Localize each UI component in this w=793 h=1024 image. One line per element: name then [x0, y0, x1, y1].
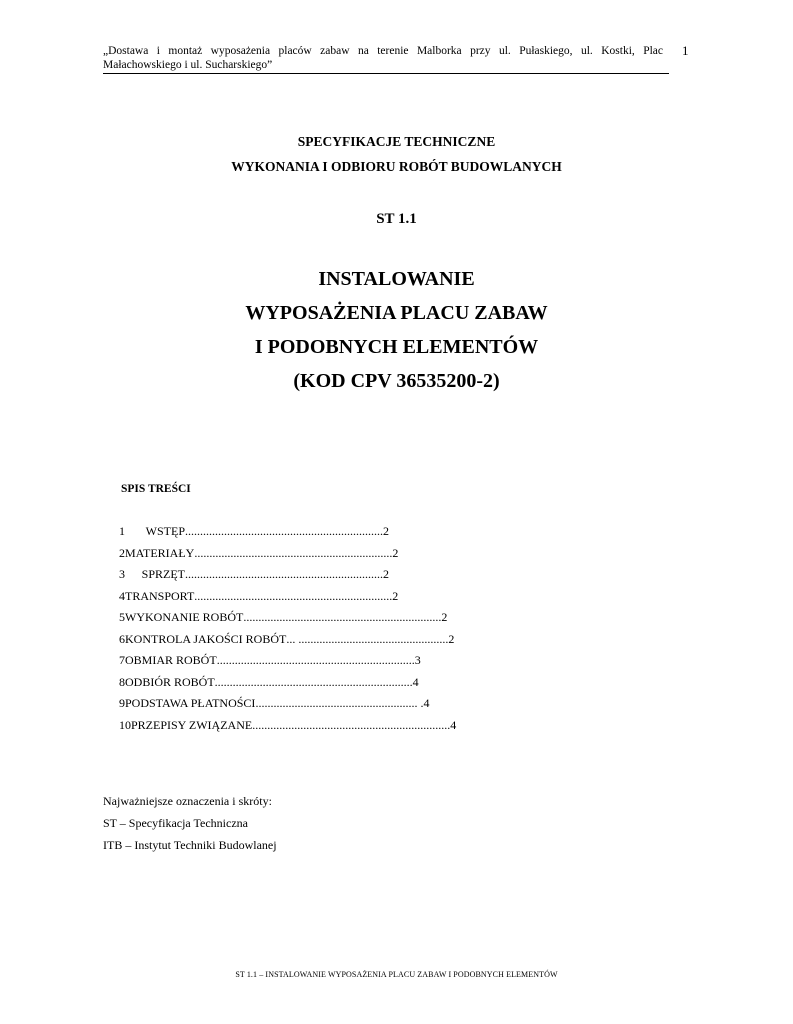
toc-item-page: 2 [441, 610, 448, 625]
toc-item-label: ODBIÓR ROBÓT [125, 674, 215, 689]
toc-item-leader: .................................................................. [194, 588, 393, 603]
header-divider [103, 73, 669, 74]
toc-item-leader: .................................................................. [252, 717, 451, 732]
toc-item-label: TRANSPORT [125, 588, 195, 603]
document-title [0, 262, 793, 398]
toc-item[interactable] [119, 607, 448, 629]
toc-heading: SPIS TREŚCI [121, 483, 191, 495]
toc-item-number: 7 [119, 653, 125, 668]
toc-item[interactable] [119, 650, 421, 672]
title-line3: I PODOBNYCH ELEMENTÓW [254, 336, 539, 358]
toc-item-page: 2 [383, 567, 389, 582]
toc-item-page: 2 [392, 545, 399, 560]
toc-item-leader: .................................................................. [185, 567, 383, 582]
toc-item-number: 9 [119, 696, 125, 711]
toc-item-number: 8 [119, 674, 125, 689]
toc-item-label: WSTĘP [145, 524, 185, 539]
spec-code: ST 1.1 [376, 211, 417, 227]
toc-item-leader: .................................................................. [243, 610, 442, 625]
toc-item[interactable] [119, 543, 399, 565]
page-number: 1 [682, 43, 689, 58]
toc-item-leader: .................................................................. [214, 674, 413, 689]
toc-item[interactable] [119, 564, 389, 586]
toc-item[interactable] [119, 586, 399, 608]
toc-item[interactable] [119, 715, 457, 737]
toc-item-number: 1 [119, 524, 125, 539]
toc-item-label: KONTROLA JAKOŚCI ROBÓT [125, 631, 287, 646]
toc-item[interactable] [119, 693, 430, 715]
toc-item[interactable] [119, 672, 419, 694]
toc-item-page: 2 [392, 588, 399, 603]
title-line1: INSTALOWANIE [318, 268, 475, 290]
toc-item-page: 3 [414, 653, 421, 668]
document-footer: ST 1.1 – INSTALOWANIE WYPOSAŻENIA PLACU ZABAW I PODOBNYCH ELEMENTÓW [235, 970, 558, 979]
spec-title-line1: SPECYFIKACJE TECHNICZNE [297, 134, 496, 149]
toc-item-number: 6 [119, 631, 125, 646]
toc-item-page: 2 [383, 524, 389, 539]
title-line4: (KOD CPV 36535200-2) [293, 370, 500, 392]
toc-item-number: 2 [119, 545, 125, 560]
toc-item-number: 5 [119, 610, 125, 625]
abbreviation-item: ST – Specyfikacja Techniczna [103, 816, 248, 830]
table-of-contents [119, 521, 457, 736]
toc-item-page: 4 [423, 696, 430, 711]
toc-item[interactable] [119, 629, 455, 651]
toc-item-label: PRZEPISY ZWIĄZANE [131, 717, 253, 732]
toc-item-label: SPRZĘT [141, 567, 185, 582]
toc-item-leader: .................................................................. [194, 545, 393, 560]
abbreviation-item: ITB – Instytut Techniki Budowlanej [103, 838, 277, 852]
abbreviations-heading: Najważniejsze oznaczenia i skróty: [103, 794, 272, 808]
toc-item-number: 10 [119, 717, 131, 732]
toc-item-page: 4 [450, 717, 457, 732]
toc-item-leader: .................................................................. [216, 653, 415, 668]
toc-item-label: WYKONANIE ROBÓT [125, 610, 244, 625]
toc-item-label: PODSTAWA PŁATNOŚCI [125, 696, 256, 711]
toc-item-leader: ... .................................................. [286, 631, 449, 646]
toc-item-number: 3 [119, 567, 125, 582]
toc-item-leader: ...................................................... . [255, 696, 424, 711]
title-line2: WYPOSAŻENIA PLACU ZABAW [245, 302, 548, 324]
toc-item-page: 2 [448, 631, 455, 646]
toc-item-label: MATERIAŁY [125, 545, 195, 560]
spec-title-line2: WYKONANIA I ODBIORU ROBÓT BUDOWLANYCH [231, 159, 562, 174]
toc-item[interactable] [119, 521, 389, 543]
toc-item-leader: .................................................................. [185, 524, 383, 539]
toc-item-page: 4 [412, 674, 419, 689]
abbreviations-section [103, 790, 277, 856]
document-header: „Dostawa i montaż wyposażenia placów zabaw na terenie Malborka przy ul. Pułaskiego, ul. Kostki, Plac Małachowskiego i ul. Sucharskiego” [103, 45, 663, 71]
toc-item-label: OBMIAR ROBÓT [125, 653, 217, 668]
toc-item-number: 4 [119, 588, 125, 603]
